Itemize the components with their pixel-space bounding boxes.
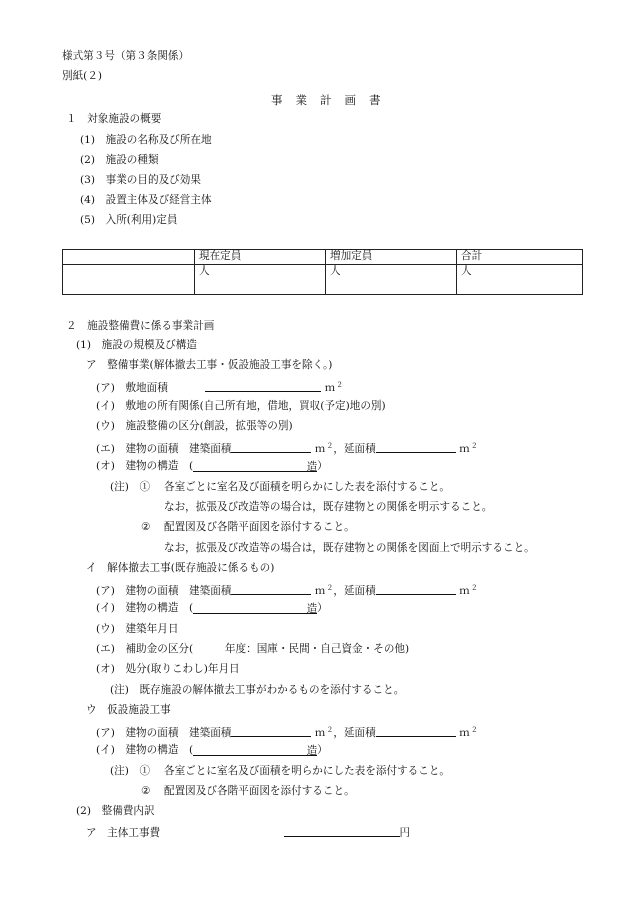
i-floor-area-blank[interactable]	[376, 583, 456, 595]
i-structure: (イ) 建物の構造 ( 造）	[96, 602, 328, 615]
a-note-1: 各室ごとに室名及び面積を明らかにした表を添付すること。	[164, 481, 451, 493]
u-floor-area-blank[interactable]	[376, 725, 456, 737]
table-header-current: 現在定員	[195, 250, 326, 265]
i-built-date: (ウ) 建築年月日	[96, 623, 179, 635]
a-site-area-label: (ア) 敷地面積	[96, 382, 168, 394]
table-header-total: 合計	[457, 250, 583, 265]
i-note: (注) 既存施設の解体撤去工事がわかるものを添付すること。	[110, 684, 405, 696]
s1-item-2: (2) 施設の種類	[80, 154, 159, 166]
capacity-table	[62, 249, 583, 295]
s2-u-heading: ウ 仮設施設工事	[86, 704, 171, 716]
a-note-1b: なお，拡張及び改造等の場合は，既存建物との関係を明示すること。	[164, 501, 493, 513]
a-note-2: 配置図及び各階平面図を添付すること。	[164, 521, 355, 533]
a-note-2-label: ②	[141, 521, 151, 533]
table-cell-total[interactable]: 人	[457, 265, 583, 295]
a-note-1-label: (注) ①	[110, 481, 151, 493]
i-building-area-blank[interactable]	[231, 583, 311, 595]
a-floor-area-blank[interactable]	[376, 441, 456, 453]
i-structure-blank[interactable]: 造	[193, 602, 317, 614]
i-subsidy: (エ) 補助金の区分( 年度：国庫・民間・自己資金・その他)	[96, 643, 410, 655]
table-cell-label[interactable]	[63, 265, 195, 295]
u-note-1: 各室ごとに室名及び面積を明らかにした表を添付すること。	[164, 765, 451, 777]
u-structure: (イ) 建物の構造 ( 造）	[96, 744, 328, 757]
u-structure-blank[interactable]: 造	[193, 744, 317, 756]
table-header-increase: 増加定員	[326, 250, 457, 265]
u-building-area: (ア) 建物の面積 建築面積 ｍ$^2$，延面積 ｍ$^2$	[96, 726, 478, 739]
a-ownership: (イ) 敷地の所有関係(自己所有地，借地，買収(予定)地の別)	[96, 400, 386, 412]
a-building-area-blank[interactable]	[231, 441, 311, 453]
a-structure: (オ) 建物の構造 ( 造）	[96, 460, 328, 473]
s2-i-heading: イ 解体撤去工事(既存施設に係るもの)	[86, 562, 275, 574]
s2-sub-2: (2) 整備費内訳	[76, 805, 155, 817]
cost-main: ア 主体工事費 円	[86, 827, 411, 839]
u-note-2: 配置図及び各階平面図を添付すること。	[164, 785, 355, 797]
cost-main-blank[interactable]	[284, 825, 400, 837]
table-cell-current[interactable]: 人	[195, 265, 326, 295]
i-disposal: (オ) 処分(取りこわし)年月日	[96, 663, 240, 675]
table-cell-increase[interactable]: 人	[326, 265, 457, 295]
s1-item-5: (5) 入所(利用)定員	[80, 214, 178, 226]
a-structure-blank[interactable]: 造	[193, 460, 317, 472]
u-note-2-label: ②	[141, 785, 151, 797]
a-building-area: (エ) 建物の面積 建築面積 ｍ$^2$，延面積 ｍ$^2$	[96, 442, 478, 455]
s2-sub-1: (1) 施設の規模及び構造	[76, 339, 197, 351]
a-category: (ウ) 施設整備の区分(創設，拡張等の別)	[96, 420, 293, 432]
a-site-area-blank[interactable]	[205, 380, 321, 392]
u-note-1-label: (注) ①	[110, 765, 151, 777]
s1-item-3: (3) 事業の目的及び効果	[80, 174, 201, 186]
i-building-area: (ア) 建物の面積 建築面積 ｍ$^2$，延面積 ｍ$^2$	[96, 584, 478, 597]
form-number: 様式第３号（第３条関係）	[62, 50, 190, 62]
a-site-area: (ア) 敷地面積 ｍ$^2$	[96, 381, 344, 394]
a-note-2b: なお，拡張及び改造等の場合は，既存建物との関係を図面上で明示すること。	[164, 542, 535, 554]
page-title: 事業計画書	[271, 93, 394, 107]
section-2-heading: ２ 施設整備費に係る事業計画	[66, 320, 215, 332]
cost-main-label: ア 主体工事費	[86, 827, 161, 839]
section-1-heading: １ 対象施設の概要	[66, 113, 162, 125]
attachment-label: 別紙(２)	[62, 70, 103, 82]
table-header-blank	[63, 250, 195, 265]
u-building-area-blank[interactable]	[231, 725, 311, 737]
s1-item-4: (4) 設置主体及び経営主体	[80, 194, 212, 206]
s1-item-1: (1) 施設の名称及び所在地	[80, 134, 212, 146]
s2-a-heading: ア 整備事業(解体撤去工事・仮設施設工事を除く。)	[86, 359, 333, 371]
